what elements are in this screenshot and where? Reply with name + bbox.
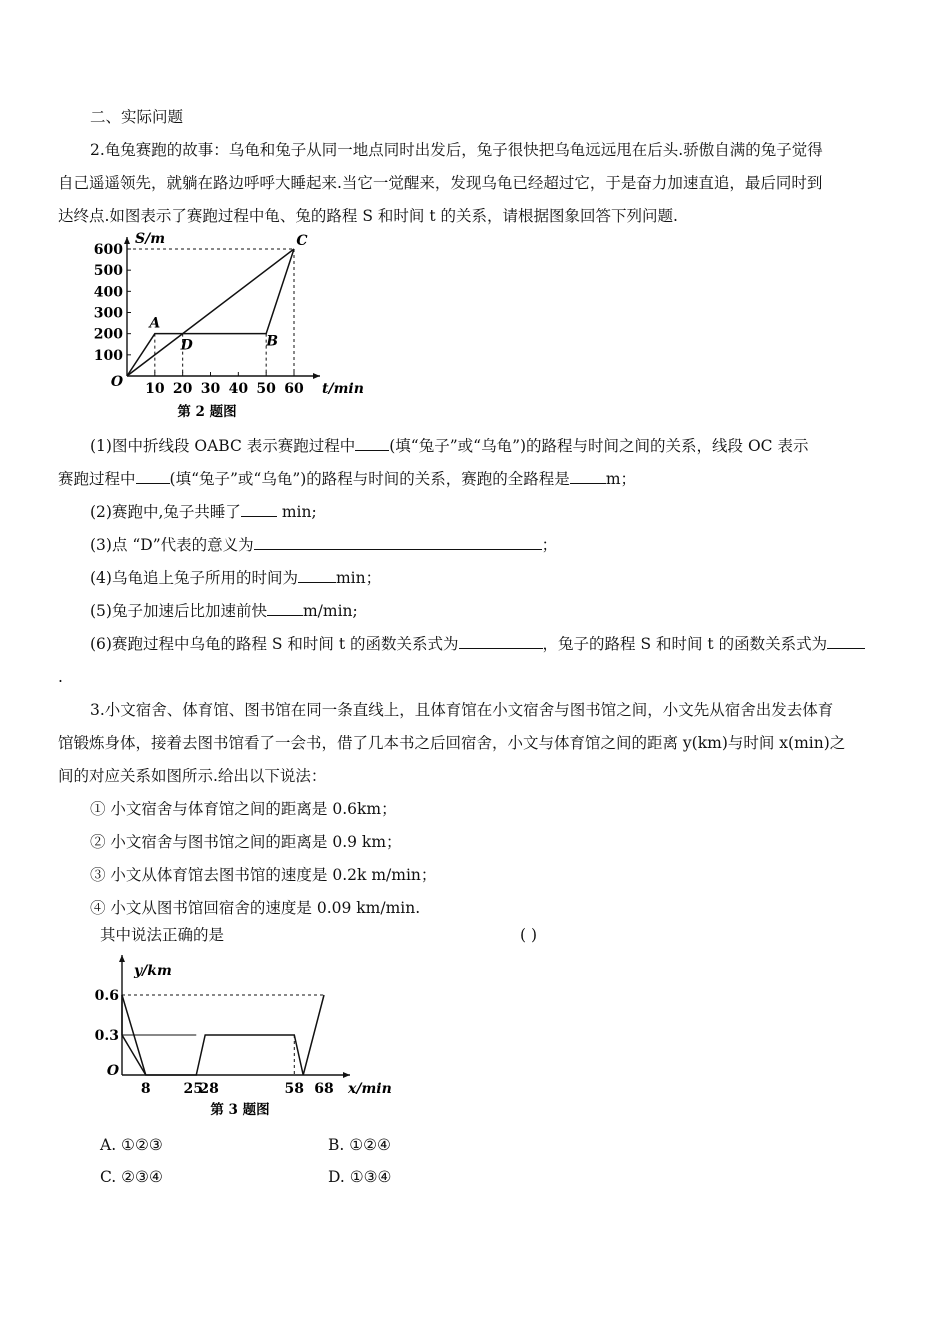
q3-claim-4: ④ 小文从图书馆回宿舍的速度是 0.09 km/min. (90, 899, 421, 917)
q3-claim-2: ② 小文宿舍与图书馆之间的距离是 0.9 km； (90, 833, 402, 851)
y-tick-label: 500 (93, 263, 123, 280)
q2-part2 (90, 496, 894, 529)
x-tick-label: 28 (199, 1081, 219, 1097)
x-axis-arrow (343, 1072, 350, 1078)
q3-claim-1: ① 小文宿舍与体育馆之间的距离是 0.6km； (90, 800, 397, 818)
answer-blank[interactable] (136, 467, 170, 484)
q2-part1-text-a: (1)图中折线段 OABC 表示赛跑过程中 (90, 437, 356, 455)
option-b[interactable]: B. ①②④ (328, 1136, 391, 1154)
q3-intro-line1: 3.小文宿舍、体育馆、图书馆在同一条直线上，且体育馆在小文宿舍与图书馆之间，小文先从宿舍出发去体育 (90, 701, 834, 719)
q2-part1-line1 (90, 430, 894, 463)
q2-intro-line3: 达终点.如图表示了赛跑过程中龟、兔的路程 S 和时间 t 的关系，请根据图象回答下列问题. (58, 207, 678, 225)
answer-blank[interactable] (827, 632, 865, 649)
q2-part6-text-b: ，兔子的路程 S 和时间 t 的函数关系式为 (542, 635, 828, 653)
answer-blank[interactable] (298, 566, 336, 583)
q2-part4 (90, 562, 894, 595)
x-tick-label: 20 (172, 381, 193, 397)
q2-intro-line2: 自己遥遥领先，就躺在路边呼呼大睡起来.当它一觉醒来，发现乌龟已经超过它，于是奋力加速直追，最后同时到 (58, 174, 823, 192)
q2-part1-text-b: (填“兔子”或“乌龟”)的路程与时间之间的关系，线段 OC 表示 (389, 437, 809, 455)
answer-blank[interactable] (254, 533, 542, 550)
q2-part4-text-b: min； (335, 569, 382, 587)
q2-part3-text-b: ； (541, 536, 558, 554)
q2-part5-text-b: m/min; (302, 602, 358, 620)
y-tick-label: 300 (93, 305, 123, 322)
section-title: 二、实际问题 (90, 108, 184, 126)
y-axis-label: S/m (135, 231, 166, 247)
q3-intro-line2: 馆锻炼身体，接着去图书馆看了一会书，借了几本书之后回宿舍，小文与体育馆之间的距离 y(km)与时间 x(min)之 (58, 734, 846, 752)
y-tick-label: 600 (93, 242, 123, 258)
answer-blank[interactable] (459, 632, 543, 649)
option-a[interactable]: A. ①②③ (100, 1136, 163, 1154)
q2-part1-text-e: m； (605, 470, 637, 488)
x-tick-label: 68 (314, 1081, 334, 1097)
figure-3-chart (90, 950, 390, 1125)
x-axis-label: x/min (348, 1081, 392, 1097)
x-tick-label: 50 (256, 381, 276, 397)
q2-part5-text-a: (5)兔子加速后比加速前快 (90, 602, 267, 620)
q2-part6 (90, 628, 894, 661)
y-tick-label: 400 (93, 284, 123, 301)
option-d[interactable]: D. ①③④ (328, 1168, 392, 1186)
q2-part1-line2 (58, 463, 894, 496)
x-tick-label: 60 (284, 381, 304, 397)
q2-intro-line1: 2.龟兔赛跑的故事：乌龟和兔子从同一地点同时出发后，兔子很快把乌龟远远甩在后头.骄傲自满的兔子觉得 (90, 141, 823, 159)
q2-part5 (90, 595, 894, 628)
x-tick-label: 8 (140, 1081, 151, 1097)
x-tick-label: 30 (200, 381, 221, 397)
x-tick-label: 40 (228, 381, 249, 397)
point-label-a: A (149, 315, 161, 332)
y-axis-arrow (124, 237, 130, 244)
y-tick-label: 200 (93, 326, 123, 343)
y-axis-label: y/km (134, 963, 172, 979)
q2-part6-text-a: (6)赛跑过程中乌龟的路程 S 和时间 t 的函数关系式为 (90, 635, 459, 653)
q2-part1-text-c: 赛跑过程中 (58, 470, 136, 488)
q2-part3 (90, 529, 894, 562)
x-axis-arrow (313, 373, 320, 379)
q3-answer-paren[interactable]: ( ) (520, 926, 538, 944)
y-tick-label: 0.3 (94, 1028, 119, 1044)
x-tick-label: 10 (145, 381, 165, 397)
q2-part2-text-b: min; (276, 503, 317, 521)
y-tick-label: 0.6 (94, 988, 119, 1004)
answer-blank[interactable] (267, 599, 303, 616)
y-tick-label: 100 (93, 347, 123, 364)
q3-intro-line3: 间的对应关系如图所示.给出以下说法： (58, 767, 327, 785)
q3-claim-3: ③ 小文从体育馆去图书馆的速度是 0.2k m/min； (90, 866, 437, 884)
point-label-d: D (180, 337, 193, 354)
origin-label: O (110, 374, 124, 390)
figure-caption: 第 2 题图 (177, 404, 237, 420)
q2-part6-end: . (58, 668, 63, 686)
x-axis-label: t/min (322, 381, 364, 397)
point-label-b: B (266, 333, 279, 350)
option-c[interactable]: C. ②③④ (100, 1168, 163, 1186)
answer-blank[interactable] (570, 467, 606, 484)
answer-blank[interactable] (355, 434, 389, 451)
x-tick-label: 58 (284, 1081, 305, 1097)
q2-part3-text-a: (3)点 “D”代表的意义为 (90, 536, 254, 554)
q2-part1-text-d: (填“兔子”或“乌龟”)的路程与时间的关系，赛跑的全路程是 (169, 470, 570, 488)
q2-part2-text-a: (2)赛跑中,兔子共睡了 (90, 503, 241, 521)
answer-blank[interactable] (241, 500, 277, 517)
x-tick-label: 25 (183, 1081, 204, 1097)
origin-label: O (106, 1063, 120, 1079)
q2-part4-text-a: (4)乌龟追上兔子所用的时间为 (90, 569, 298, 587)
point-label-c: C (296, 233, 308, 249)
figure-2-chart (93, 228, 364, 428)
q3-question: 其中说法正确的是 (100, 926, 225, 944)
y-axis-arrow (119, 955, 125, 962)
figure-caption: 第 3 题图 (210, 1102, 270, 1118)
series-line-tortoise (127, 249, 294, 376)
